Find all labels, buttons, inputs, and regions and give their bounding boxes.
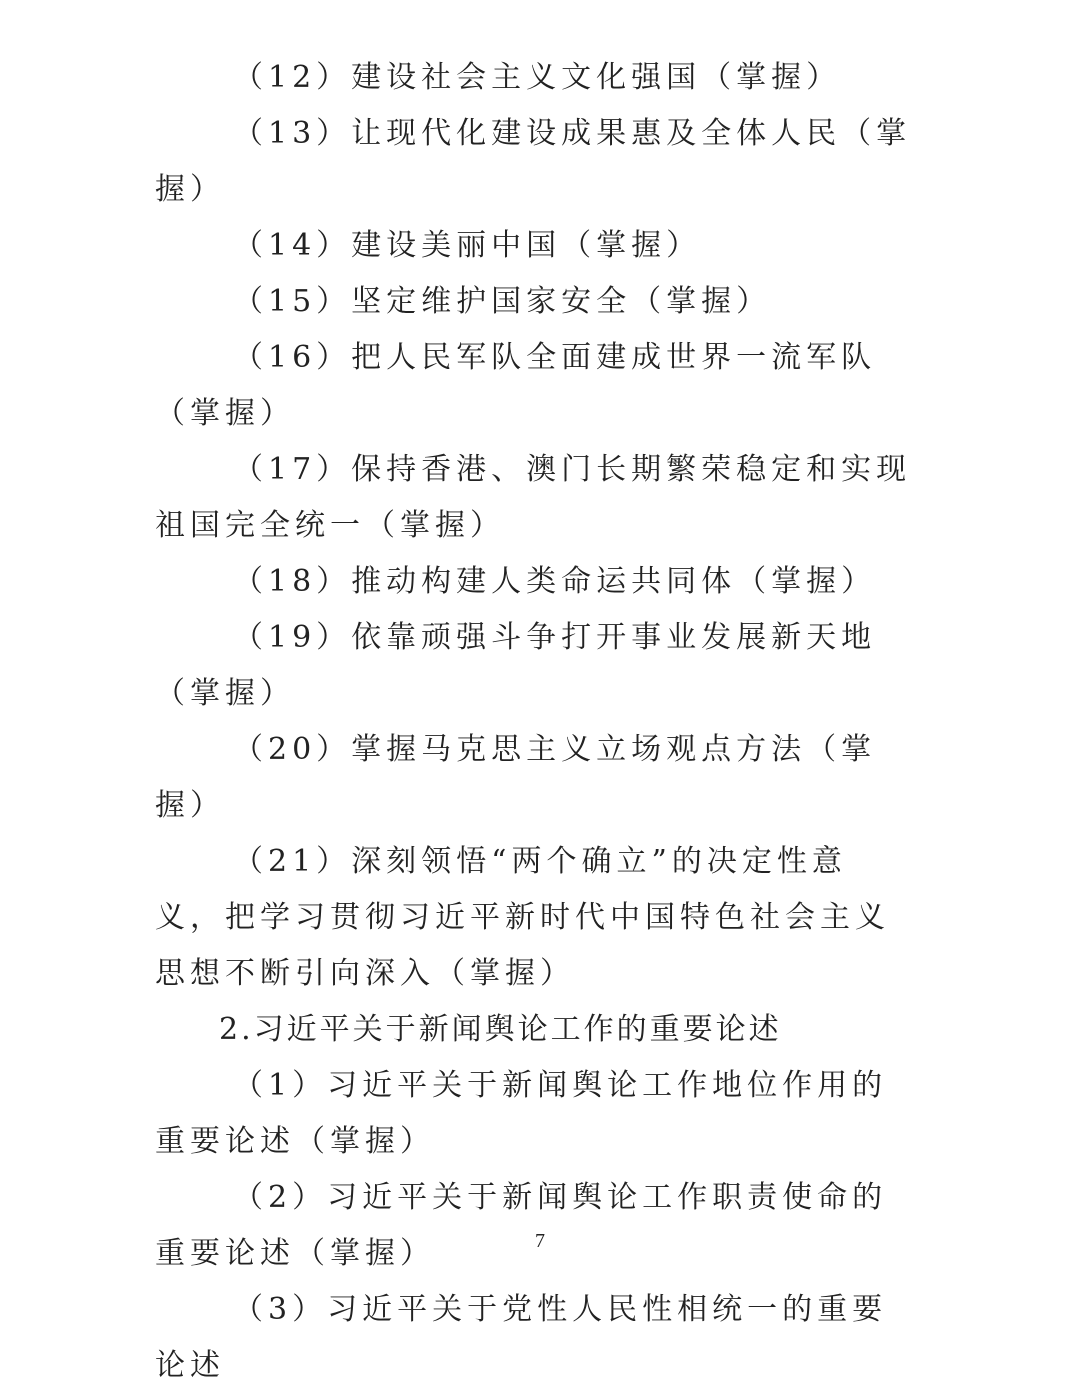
list-item-13: （13）让现代化建设成果惠及全体人民（掌握） xyxy=(155,116,912,207)
section-heading: 2.习近平关于新闻舆论工作的重要论述 xyxy=(219,1012,782,1047)
list-item-15: （15）坚定维护国家安全（掌握） xyxy=(233,284,772,319)
list-item-18: （18）推动构建人类命运共同体（掌握） xyxy=(233,564,877,599)
sub-item-3: （3）习近平关于党性人民性相统一的重要论述 xyxy=(155,1292,888,1383)
list-item-17: （17）保持香港、澳门长期繁荣稳定和实现祖国完全统一（掌握） xyxy=(155,452,912,543)
page-number: 7 xyxy=(535,1230,545,1252)
page-content xyxy=(155,50,915,1394)
list-item-16: （16）把人民军队全面建成世界一流军队（掌握） xyxy=(155,340,877,431)
sub-item-2: （2）习近平关于新闻舆论工作职责使命的重要论述（掌握） xyxy=(155,1180,888,1271)
list-item-19: （19）依靠顽强斗争打开事业发展新天地（掌握） xyxy=(155,620,877,711)
sub-item-1: （1）习近平关于新闻舆论工作地位作用的重要论述（掌握） xyxy=(155,1068,888,1159)
list-item-20: （20）掌握马克思主义立场观点方法（掌握） xyxy=(155,732,877,823)
list-item-12: （12）建设社会主义文化强国（掌握） xyxy=(233,60,842,95)
list-item-14: （14）建设美丽中国（掌握） xyxy=(233,228,702,263)
list-item-21: （21）深刻领悟“两个确立”的决定性意义，把学习贯彻习近平新时代中国特色社会主义思想不断引向深入（掌握） xyxy=(155,844,890,991)
